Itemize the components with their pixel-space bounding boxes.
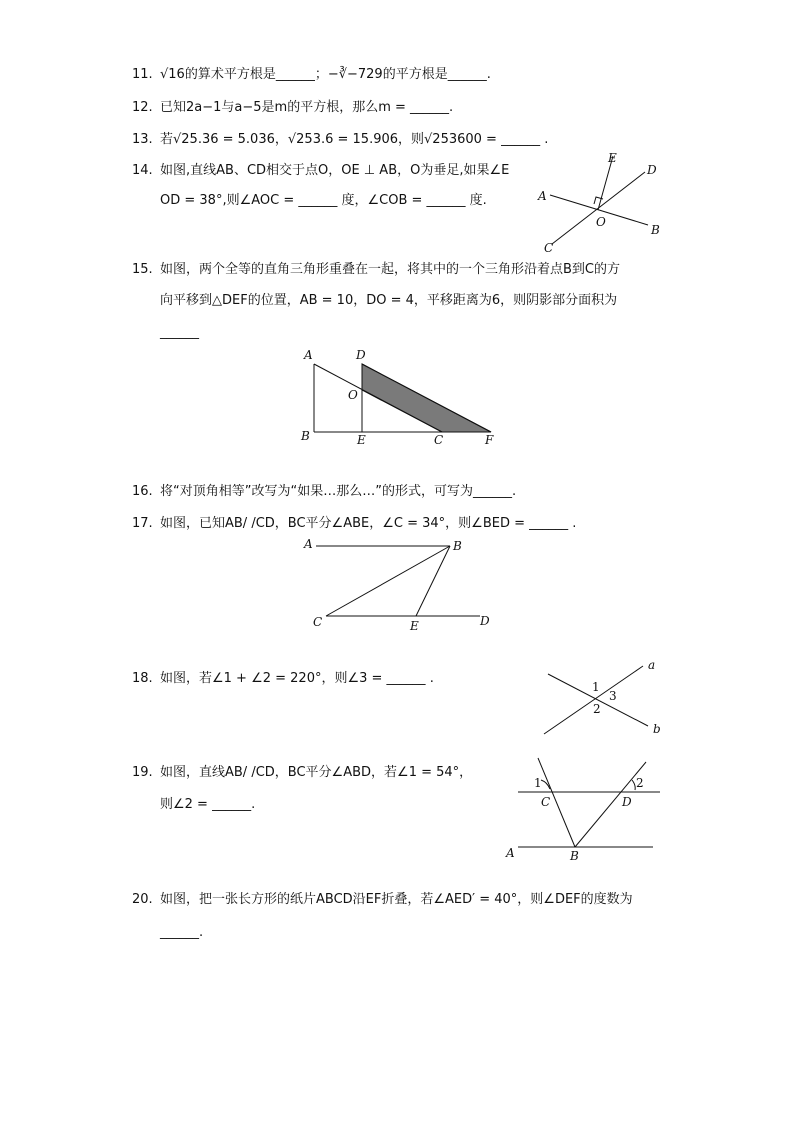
- question-20: [132, 891, 633, 909]
- label-c: C: [541, 795, 551, 809]
- question-18: [132, 670, 434, 688]
- label-e: E: [357, 433, 366, 447]
- label-b: B: [651, 223, 660, 237]
- question-14-line2: [160, 192, 487, 210]
- question-number: 18.: [132, 671, 153, 686]
- label-d: D: [480, 614, 490, 628]
- angle-2-arc: [632, 780, 635, 790]
- label-o: O: [596, 215, 606, 229]
- question-text: 如图，两个全等的直角三角形重叠在一起，将其中的一个三角形沿着点B到C的方: [160, 262, 620, 277]
- label-a: a: [648, 658, 656, 672]
- question-number: 13.: [132, 132, 153, 147]
- label-b: B: [453, 539, 462, 553]
- label-angle-1: 1: [592, 680, 600, 694]
- segment-be: [416, 546, 450, 616]
- question-19-line2: [160, 796, 255, 814]
- label-c: C: [434, 433, 444, 447]
- question-14: [132, 162, 509, 180]
- figure-q17: [300, 534, 500, 636]
- figure-q15: [296, 344, 506, 448]
- label-e: E: [410, 619, 419, 633]
- question-number: 19.: [132, 765, 153, 780]
- label-angle-2: 2: [636, 776, 644, 790]
- label-d: D: [356, 348, 366, 362]
- line-a: [544, 666, 643, 734]
- question-20-line2: [160, 924, 203, 942]
- question-text: 如图，已知AB/ /CD，BC平分∠ABE，∠C = 34°，则∠BED = ______ .: [160, 516, 577, 531]
- label-d: D: [622, 795, 632, 809]
- label-a: A: [304, 537, 313, 551]
- question-text: 向平移到△DEF的位置，AB = 10，DO = 4，平移距离为6，则阴影部分面积为: [160, 293, 618, 308]
- question-15-line3: [160, 324, 199, 342]
- question-number: 20.: [132, 892, 153, 907]
- label-c: C: [313, 615, 323, 629]
- label-f: F: [485, 433, 494, 447]
- question-text: ______: [160, 325, 199, 340]
- question-text: 如图,直线AB、CD相交于点O，OE ⊥ AB，O为垂足,如果∠E: [160, 163, 510, 178]
- figure-q18: [538, 654, 668, 738]
- question-text: ______.: [160, 925, 204, 940]
- question-15-line2: [160, 292, 617, 310]
- question-text: 若√25.36 = 5.036，√253.6 = 15.906，则√253600 = ______ .: [160, 132, 549, 147]
- question-12: [132, 99, 453, 117]
- label-angle-2: 2: [593, 702, 601, 716]
- label-e: E: [608, 151, 617, 165]
- question-text: 已知2a−1与a−5是m的平方根，那么m = ______.: [160, 100, 454, 115]
- question-17: [132, 515, 576, 533]
- label-a: A: [304, 348, 313, 362]
- label-c: C: [544, 241, 554, 255]
- segment-b-to-d: [575, 762, 646, 847]
- label-a: A: [506, 846, 515, 860]
- segment-bc: [326, 546, 450, 616]
- figure-q19: [498, 752, 668, 864]
- question-number: 11.: [132, 67, 153, 82]
- question-number: 17.: [132, 516, 153, 531]
- figure-q14: [530, 148, 670, 256]
- label-o: O: [348, 388, 358, 402]
- question-13: [132, 131, 548, 149]
- question-number: 15.: [132, 262, 153, 277]
- question-number: 12.: [132, 100, 153, 115]
- label-d: D: [647, 163, 657, 177]
- question-text: 如图，把一张长方形的纸片ABCD沿EF折叠，若∠AED′ = 40°，则∠DEF的度数为: [160, 892, 633, 907]
- label-angle-3: 3: [609, 689, 617, 703]
- label-b: B: [301, 429, 310, 443]
- question-15: [132, 261, 620, 279]
- question-text: 如图，若∠1 + ∠2 = 220°，则∠3 = ______ .: [160, 671, 434, 686]
- label-b: B: [570, 849, 579, 863]
- label-angle-1: 1: [534, 776, 542, 790]
- question-text: OD = 38°,则∠AOC = ______ 度，∠COB = ______ 度.: [160, 193, 487, 208]
- question-16: [132, 483, 516, 501]
- question-number: 14.: [132, 163, 153, 178]
- question-text: 如图，直线AB/ /CD，BC平分∠ABD，若∠1 = 54°，: [160, 765, 473, 780]
- question-text: √16的算术平方根是______；−∛−729的平方根是______.: [160, 67, 491, 82]
- label-b: b: [653, 722, 661, 736]
- label-a: A: [538, 189, 547, 203]
- question-text: 将“对顶角相等”改写为“如果…那么…”的形式，可写为______.: [160, 484, 517, 499]
- question-number: 16.: [132, 484, 153, 499]
- question-19: [132, 764, 472, 782]
- question-text: 则∠2 = ______.: [160, 797, 256, 812]
- question-11: [132, 66, 491, 84]
